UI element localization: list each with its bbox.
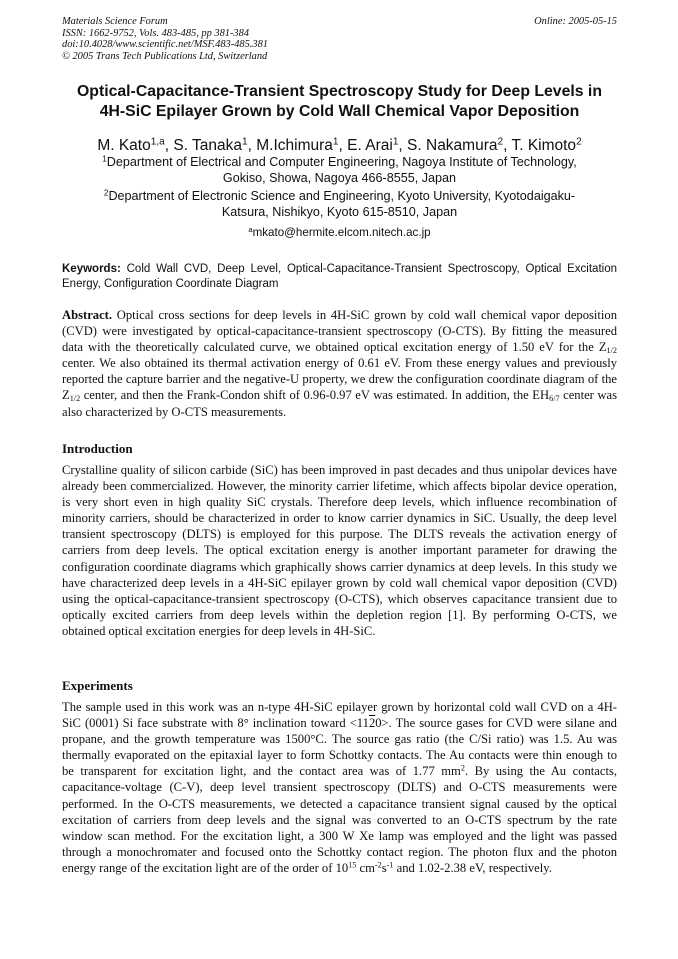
email-address: mkato@hermite.elcom.nitech.ac.jp [252,226,431,239]
abstract-text: Z [62,388,70,403]
copyright-line: © 2005 Trans Tech Publications Ltd, Switzerland [62,50,268,62]
affiliation-line: Department of Electrical and Computer Engineering, Nagoya Institute of Technology, [106,155,577,169]
experiments-superscript: 2 [460,763,465,773]
doi-line: doi:10.4028/www.scientific.net/MSF.483-485.381 [62,39,268,50]
author-name: S. Nakamura [407,137,498,154]
experiments-superscript: -2 [374,860,382,870]
affiliation-line: Gokiso, Showa, Nagoya 466-8555, Japan [222,170,457,185]
email-sup: a [248,224,253,234]
corresponding-email [62,226,617,240]
abstract-text: EH [532,388,550,403]
author-name: M. Kato [97,137,151,154]
affiliation-2 [62,189,617,220]
experiments-heading: Experiments [62,678,133,693]
experiments-superscript: -1 [386,860,394,870]
online-date: Online: 2005-05-15 [534,16,617,27]
author-affil-sup: 1 [242,136,248,148]
miller-index-bar: 2 [368,716,376,731]
author-name: S. Tanaka [173,137,243,154]
author-affil-sup: 2 [497,136,504,148]
author-name: M.Ichimura [256,137,333,154]
affiliation-line: Department of Electronic Science and Engineering, Kyoto University, Kyotodaigaku- [108,189,576,203]
abstract-text: center, and then the Frank-Condon shift of 0.96-0.97 eV was estimated. In addition, the [80,388,533,403]
abstract-subscript: 6/7 [549,394,560,404]
experiments-text-run: The sample used in this work was an n-type 4H-SiC epilayer grown by horizontal cold wall CVD on a 4H-SiC (0001) Si face substrate with 8° inclination toward <11 [62,700,617,731]
author-affil-sup: 1 [332,136,339,148]
experiments-text-run: . By using the Au contacts, capacitance-voltage (C-V), deep level transient spectroscopy (DLTS) and O-CTS measurements were performed. In the O-CTS measurements, we detected a capacitance transient signal caused by the optical excitation of carriers from deep levels and the signal was converted to an O-CTS spectrum by the rate window scan method. For the excitation light, a 300 W Xe lamp was employed and the light was passed through a monochromater and focused onto the Schottky contact region. The photon flux and the photon energy range of the excitation light are of the order of 10 [62,764,617,875]
author-name: E. Arai [347,137,393,154]
issn-line: ISSN: 1662-9752, Vols. 483-485, pp 381-384 [62,27,250,39]
author-list: M. Kato$^{1,a}$, S. Tanaka$^1$, M.Ichimura$^1$, E. Arai$^1$, S. Nakamura$^2$, T. Kimoto$^2$ [97,136,582,154]
affiliation-sup: 2 [103,188,109,198]
experiments-text-run: and 1.02-2.38 eV, respectively. [393,860,552,875]
experiments-superscript: 15 [348,860,357,870]
affiliation-sup: 1 [102,154,107,164]
abstract-label: Abstract. [62,308,113,322]
experiments-text-run: cm [359,860,375,875]
title-line-1: Optical-Capacitance-Transient Spectroscopy Study for Deep Levels in [77,83,602,100]
experiments-text-run: s [381,860,387,875]
abstract-subscript: 1/2 [69,394,81,404]
abstract-block [62,307,617,420]
journal-name: Materials Science Forum [62,16,168,27]
author-affil-sup: 2 [576,136,582,148]
abstract-subscript: 1/2 [606,346,617,356]
abstract-text: Z [598,340,607,355]
title-line-2: 4H-SiC Epilayer Grown by Cold Wall Chemical Vapor Deposition [99,103,580,120]
paper-title [62,82,617,122]
affiliation-line: Katsura, Nishikyo, Kyoto 615-8510, Japan [221,204,458,219]
introduction-text: Crystalline quality of silicon carbide (SiC) has been improved in past decades and thus unipolar devices have already been commercialized. However, the minority carrier lifetime, which affects bipolar device operation, is very short even in high quality SiC crystals. Therefore deep levels, which influence recombination of minority carriers, should be characterized in order to know carrier dynamics in SiC. Usually, the deep level transient spectroscopy (DLTS) is employed for this purpose. The DLTS reveals the activation energy of carriers from deep levels. The optical excitation energy is another important parameter for drawing the configuration coordinate diagrams which graphically shows carrier dynamics at deep levels. In this study we have characterized deep levels in a 4H-SiC epilayer grown by cold wall chemical vapor deposition (CVD) using the optical-capacitance-transient spectroscopy (O-CTS), which observes capacitance transient due to optically excited carriers from deep levels within the depletion region [1]. By performing O-CTS, we obtained optical excitation energies for deep levels in 4H-SiC. [62,463,617,638]
introduction-heading: Introduction [62,441,133,456]
affiliation-1 [62,155,617,186]
abstract-text: Optical cross sections for deep levels in 4H-SiC grown by cold wall chemical vapor deposition (CVD) were investigated by optical-capacitance-transient spectroscopy (O-CTS). By fitting the measured data with the theoretically calculated curve, we obtained optical excitation energy of 1.50 eV for the [62,308,618,355]
author-name: T. Kimoto [511,137,577,154]
abstract-text: center. We also obtained its thermal activation energy of 0.61 eV. From these energy values and previously reported the capture barrier and the negative-U property, we drew the configuration coordinate diagram of the [62,356,617,387]
author-affil-sup: 1,a [150,136,165,148]
author-affil-sup: 1 [392,136,399,148]
keywords-label: Keywords: [62,263,121,275]
journal-header [62,16,617,62]
keywords-block [62,262,617,291]
experiments-text [62,699,617,876]
keywords-text: Cold Wall CVD, Deep Level, Optical-Capacitance-Transient Spectroscopy, Optical Excitation Energy, Configuration Coordinate Diagram [62,263,617,290]
abstract-text: center was also characterized by O-CTS measurements. [62,388,617,419]
experiments-text-run: 0>. The source gases for CVD were silane and propane, and the growth temperature was 1500°C. The source gas ratio (the C/Si ratio) was 1.5. Au was thermally evaporated on the epitaxial layer to form Schottky contacts. The Au contacts were thin enough to be transparent for excitation light, and the contact area was of 1.77 mm [62,716,617,779]
